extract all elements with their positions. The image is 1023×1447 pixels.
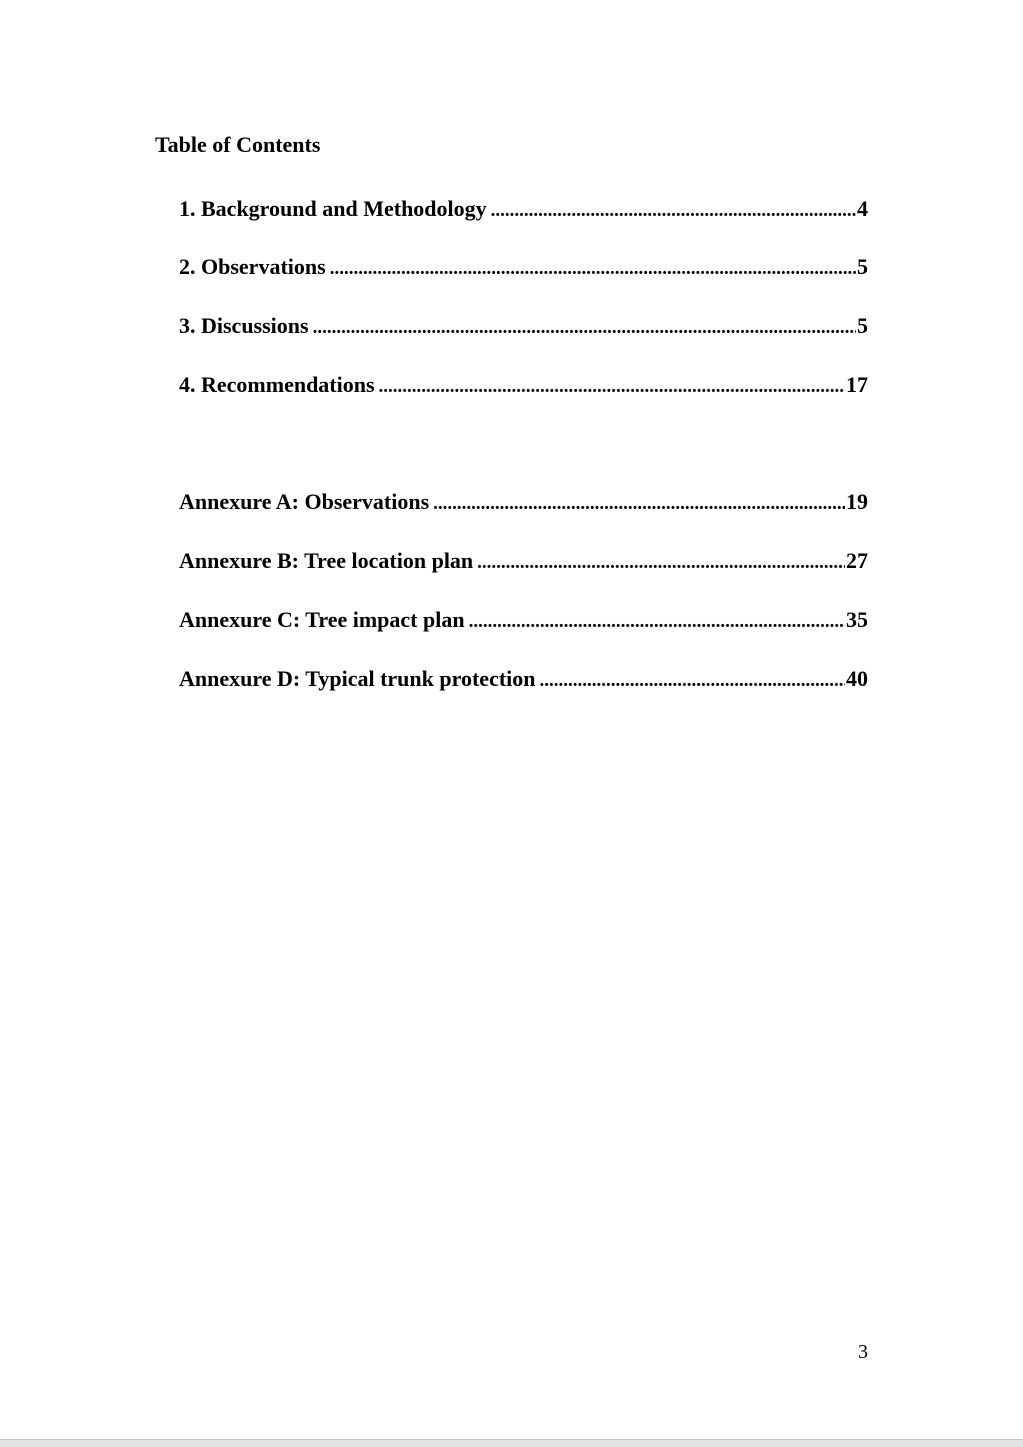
toc-entry-page: 4 xyxy=(857,196,868,221)
toc-dot-leader xyxy=(433,489,845,519)
toc-entry-label: 2. Observations xyxy=(179,254,326,279)
toc-entry-label: Annexure C: Tree impact plan xyxy=(179,607,465,632)
toc-entry-page: 19 xyxy=(846,489,868,514)
toc-entry-label: Annexure B: Tree location plan xyxy=(179,548,474,573)
toc-dot-leader xyxy=(379,372,845,402)
toc-entry-label: 1. Background and Methodology xyxy=(179,196,487,221)
toc-dot-leader xyxy=(313,313,856,343)
toc-entry-background-methodology[interactable] xyxy=(179,194,868,224)
toc-entry-label: 4. Recommendations xyxy=(179,372,375,397)
toc-dot-leader xyxy=(469,607,845,637)
toc-entry-observations[interactable] xyxy=(179,252,868,282)
toc-dot-leader xyxy=(477,548,845,578)
toc-entry-page: 35 xyxy=(846,607,868,632)
toc-title: Table of Contents xyxy=(155,132,321,157)
toc-entry-page: 27 xyxy=(846,548,868,573)
toc-entry-annexure-d[interactable] xyxy=(179,664,868,694)
page-bottom-edge xyxy=(0,1439,1023,1447)
toc-entry-page: 17 xyxy=(846,372,868,397)
toc-entry-discussions[interactable] xyxy=(179,311,868,341)
toc-entry-recommendations[interactable] xyxy=(179,370,868,400)
toc-entry-annexure-b[interactable] xyxy=(179,546,868,576)
toc-entry-label: Annexure D: Typical trunk protection xyxy=(179,666,536,691)
toc-dot-leader xyxy=(330,254,856,284)
toc-entry-label: 3. Discussions xyxy=(179,313,309,338)
page-number: 3 xyxy=(858,1341,868,1363)
toc-entry-page: 40 xyxy=(846,666,868,691)
toc-entry-page: 5 xyxy=(857,313,868,338)
toc-entry-label: Annexure A: Observations xyxy=(179,489,430,514)
toc-dot-leader xyxy=(540,666,845,696)
toc-entry-page: 5 xyxy=(857,254,868,279)
toc-dot-leader xyxy=(491,196,856,226)
toc-entry-annexure-a[interactable] xyxy=(179,487,868,517)
toc-entry-annexure-c[interactable] xyxy=(179,605,868,635)
